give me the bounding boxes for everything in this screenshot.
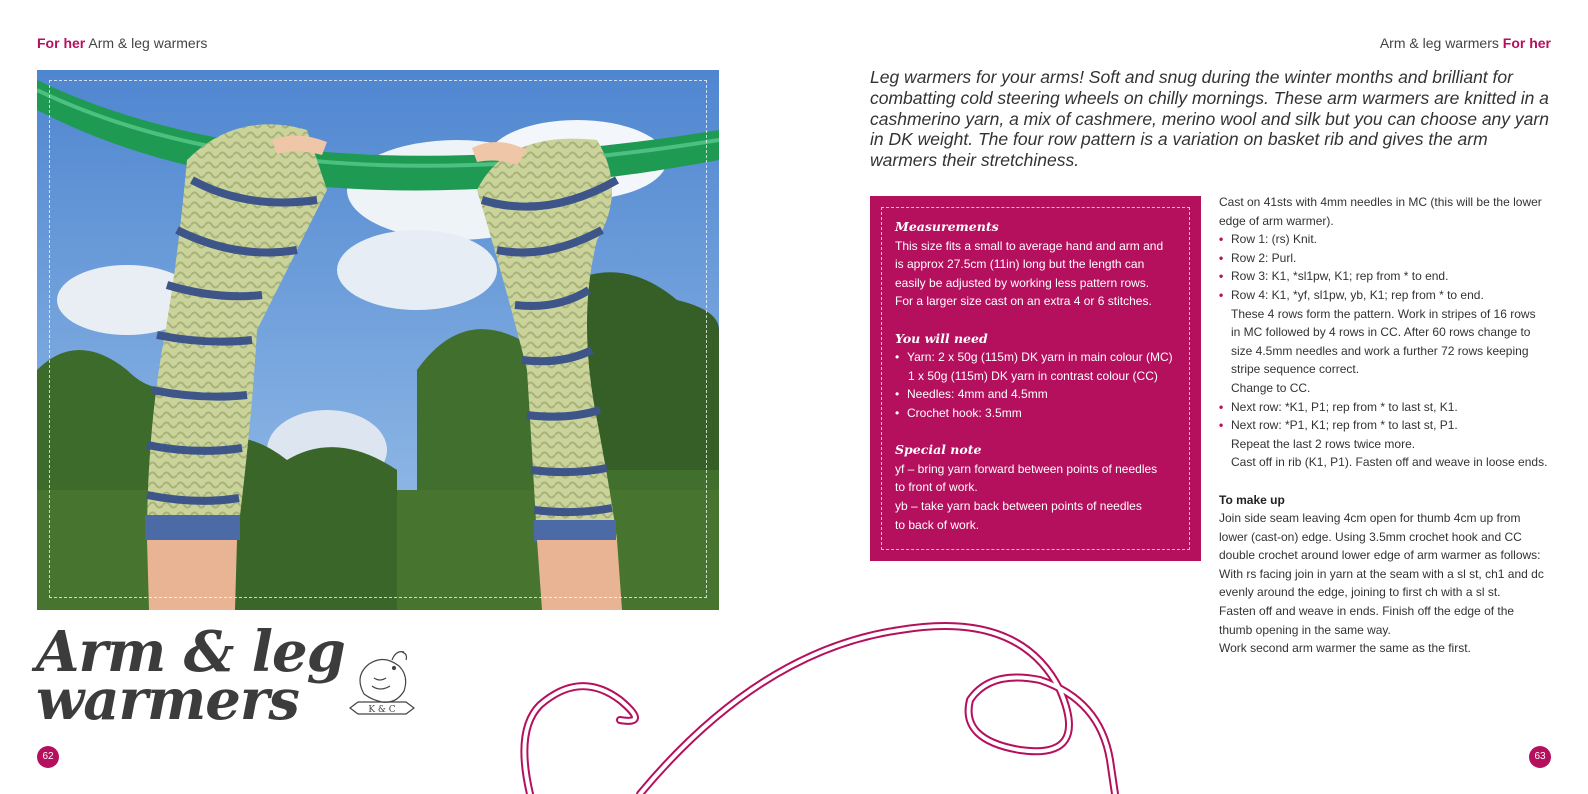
project-title: [36, 619, 345, 733]
special-note-text: yb – take yarn back between points of needles: [895, 498, 1142, 513]
make-up-text: Join side seam leaving 4cm open for thumb 4cm up from: [1219, 511, 1521, 526]
section-label: For her: [37, 35, 86, 51]
pattern-instructions: [1219, 193, 1555, 658]
make-up-text: With rs facing join in yarn at the seam with a sl st, ch1 and dc: [1219, 566, 1544, 581]
title-line-1: Arm & leg: [36, 619, 345, 685]
chapter-title: Arm & leg warmers: [1379, 35, 1499, 51]
special-note-text: to back of work.: [895, 517, 980, 532]
kc-logo-icon: [344, 646, 420, 726]
chapter-title: Arm & leg warmers: [88, 35, 208, 51]
make-up-text: double crochet around lower edge of arm warmer as follows:: [1219, 548, 1541, 563]
pattern-note: stripe sequence correct.: [1231, 362, 1360, 377]
row-instruction: • Row 4: K1, *yf, sl1pw, yb, K1; rep from * to end.: [1219, 286, 1555, 305]
materials-item: • Crochet hook: 3.5mm: [895, 404, 1185, 423]
running-head-left: [37, 35, 207, 51]
row-instruction: • Row 1: (rs) Knit.: [1219, 230, 1555, 249]
pattern-note: Change to CC.: [1231, 380, 1311, 395]
make-up-text: lower (cast-on) edge. Using 3.5mm crochet hook and CC: [1219, 529, 1522, 544]
section-label: For her: [1502, 35, 1551, 51]
cast-on-text: Cast on 41sts with 4mm needles in MC (this will be the lower: [1219, 195, 1542, 209]
materials-item: • Needles: 4mm and 4.5mm: [895, 385, 1185, 404]
rib-row: • Next row: *K1, P1; rep from * to last st, K1.: [1219, 398, 1555, 417]
make-up-text: Work second arm warmer the same as the first.: [1219, 641, 1471, 656]
pattern-note: in MC followed by 4 rows in CC. After 60 rows change to: [1231, 325, 1531, 340]
measurements-text: easily be adjusted by working less pattern rows.: [895, 275, 1150, 290]
pattern-note: These 4 rows form the pattern. Work in stripes of 16 rows: [1231, 306, 1536, 321]
measurements-heading: Measurements: [895, 219, 999, 234]
make-up-text: Fasten off and weave in ends. Finish off the edge of the: [1219, 604, 1515, 619]
special-note-heading: Special note: [895, 442, 982, 458]
info-box: [870, 196, 1201, 561]
rib-row: • Next row: *P1, K1; rep from * to last st, P1.: [1219, 416, 1555, 435]
logo-text: K & C: [368, 705, 396, 715]
arm-warmers-photo: [37, 70, 719, 610]
materials-item: 1 x 50g (115m) DK yarn in contrast colour (CC): [908, 368, 1158, 383]
running-head-right: [1380, 35, 1551, 51]
make-up-heading: To make up: [1219, 492, 1285, 507]
make-up-text: thumb opening in the same way.: [1219, 622, 1391, 637]
make-up-text: evenly around the edge, joining to first ch with a sl st.: [1219, 585, 1501, 600]
row-instruction: • Row 2: Purl.: [1219, 249, 1555, 268]
measurements-text: This size fits a small to average hand and arm and: [895, 238, 1164, 253]
photo-illustration: [37, 70, 719, 610]
measurements-text: is approx 27.5cm (11in) long but the length can: [895, 257, 1145, 272]
page-number-left: 62: [37, 746, 59, 768]
row-instruction: • Row 3: K1, *sl1pw, K1; rep from * to end.: [1219, 267, 1555, 286]
special-note-text: to front of work.: [895, 480, 978, 495]
finish-text: Cast off in rib (K1, P1). Fasten off and weave in loose ends.: [1231, 455, 1548, 470]
cast-on-text: edge of arm warmer).: [1219, 213, 1334, 228]
materials-item: • Yarn: 2 x 50g (115m) DK yarn in main colour (MC): [895, 348, 1185, 367]
intro-paragraph: Leg warmers for your arms! Soft and snug during the winter months and brilliant for combatting cold steering wheels on chilly mornings. These arm warmers are knitted in a cashmerino yarn, a mix of cashmere, merino wool and silk but you can choose any yarn in DK weight. The four row pattern is a variation on basket rib and gives the arm warmers their stretchiness.: [870, 67, 1549, 171]
title-line-2: warmers: [36, 667, 299, 733]
special-note-text: yf – bring yarn forward between points of needles: [895, 461, 1158, 476]
page-number-right: 63: [1529, 746, 1551, 768]
you-will-need-heading: You will need: [895, 330, 988, 346]
pattern-note: size 4.5mm needles and work a further 72 rows keeping: [1231, 343, 1529, 358]
finish-text: Repeat the last 2 rows twice more.: [1231, 436, 1416, 451]
measurements-text: For a larger size cast on an extra 4 or 6 stitches.: [895, 294, 1152, 309]
